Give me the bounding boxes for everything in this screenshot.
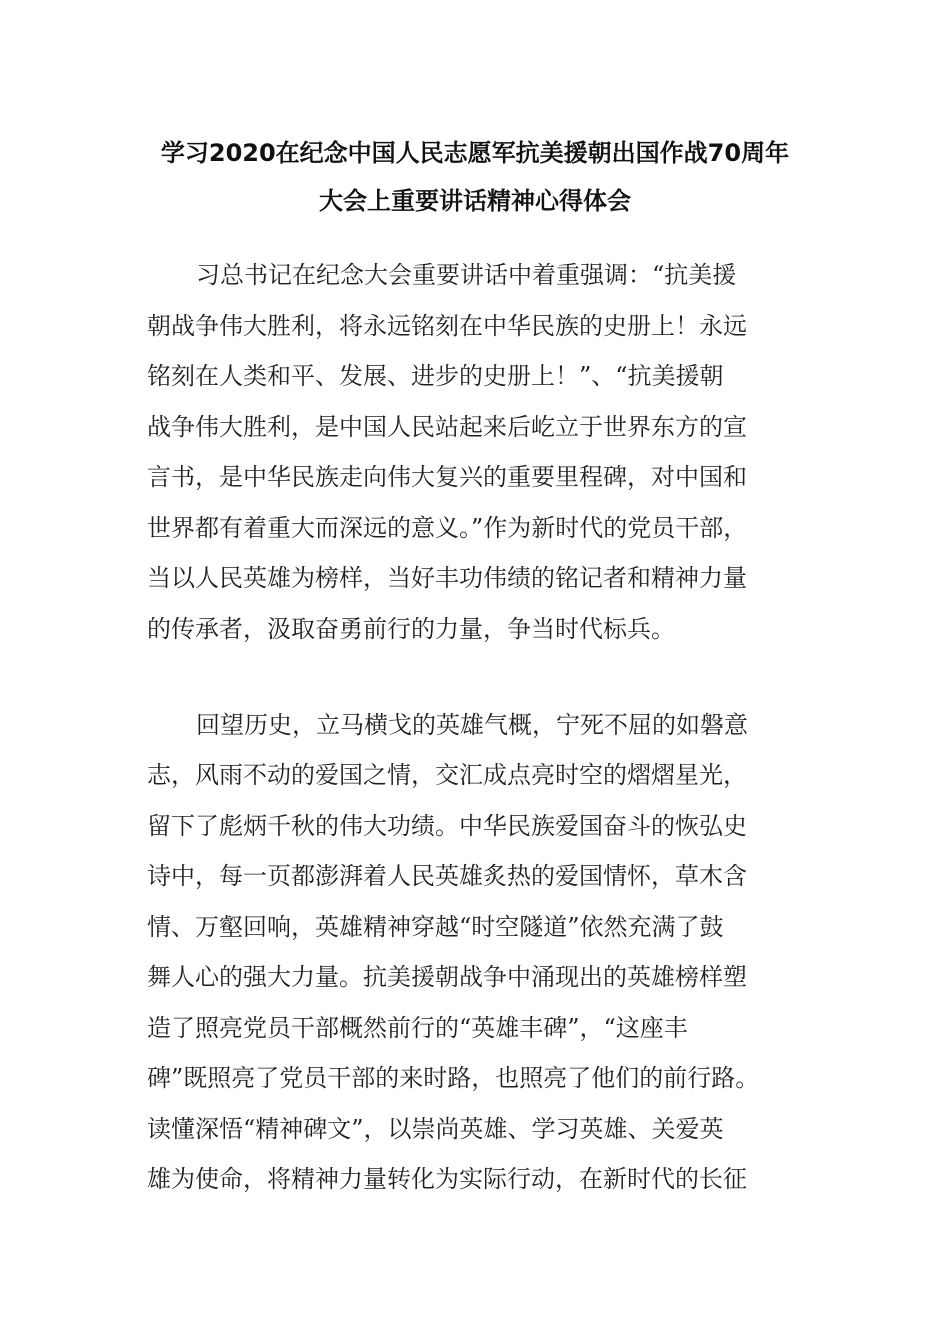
paragraph-2-line-9: 读懂深悟“精神碑文”，以崇尚英雄、学习英雄、关爱英 (147, 1115, 724, 1143)
paragraph-2-line-6: 舞人心的强大力量。抗美援朝战争中涌现出的英雄榜样塑 (147, 963, 747, 991)
paragraph-1-line-8: 的传承者，汲取奋勇前行的力量，争当时代标兵。 (147, 615, 675, 643)
paragraph-2-line-10: 雄为使命，将精神力量转化为实际行动，在新时代的长征 (147, 1165, 747, 1193)
paragraph-2-line-3: 留下了彪炳千秋的伟大功绩。中华民族爱国奋斗的恢弘史 (147, 812, 747, 840)
paragraph-1-line-2: 朝战争伟大胜利，将永远铭刻在中华民族的史册上！永远 (147, 312, 747, 340)
paragraph-1-line-1: 习总书记在纪念大会重要讲话中着重强调：“抗美援 (196, 261, 737, 289)
paragraph-1-line-5: 言书，是中华民族走向伟大复兴的重要里程碑，对中国和 (147, 463, 747, 491)
document-title-line-2: 大会上重要讲话精神心得体会 (319, 187, 631, 215)
paragraph-2-line-5: 情、万壑回响，英雄精神穿越“时空隧道”依然充满了鼓 (147, 913, 724, 941)
document-title-line-1: 学习2020在纪念中国人民志愿军抗美援朝出国作战70周年 (160, 139, 790, 167)
paragraph-1-line-3: 铭刻在人类和平、发展、进步的史册上！”、“抗美援朝 (147, 362, 724, 390)
paragraph-1-line-7: 当以人民英雄为榜样，当好丰功伟绩的铭记者和精神力量 (147, 564, 747, 592)
paragraph-2-line-2: 志，风雨不动的爱国之情，交汇成点亮时空的熠熠星光， (147, 761, 747, 789)
paragraph-2-line-4: 诗中，每一页都澎湃着人民英雄炙热的爱国情怀，草木含 (147, 862, 747, 890)
paragraph-1-line-6: 世界都有着重大而深远的意义。”作为新时代的党员干部， (147, 514, 748, 542)
paragraph-2-line-1: 回望历史，立马横戈的英雄气概，宁死不屈的如磐意 (196, 711, 748, 739)
paragraph-1-line-4: 战争伟大胜利，是中国人民站起来后屹立于世界东方的宣 (147, 413, 747, 441)
paragraph-2-line-7: 造了照亮党员干部概然前行的“英雄丰碑”，“这座丰 (147, 1014, 688, 1042)
paragraph-2-line-8: 碑”既照亮了党员干部的来时路，也照亮了他们的前行路。 (147, 1064, 760, 1092)
